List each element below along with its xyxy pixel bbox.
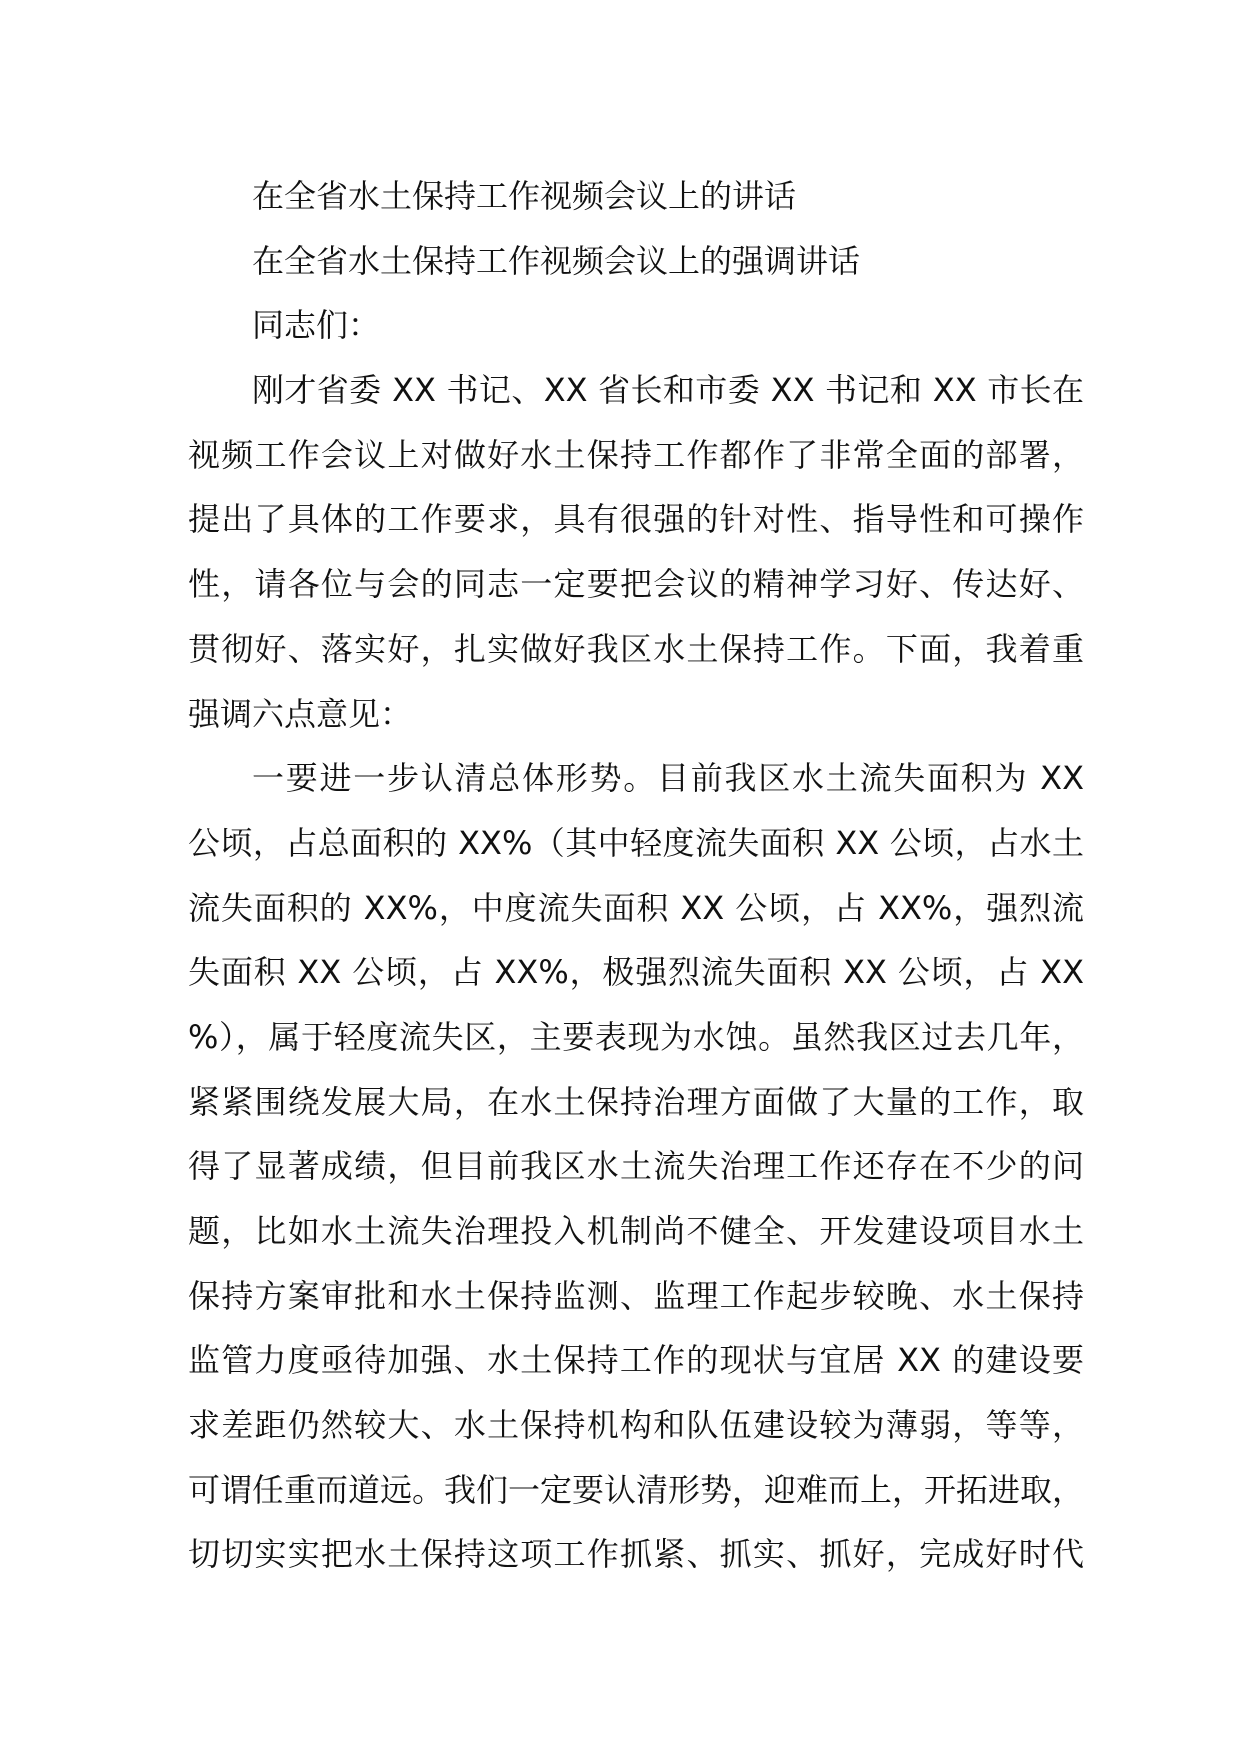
document-body [188,164,1084,1587]
paragraph-line: 题，比如水土流失治理投入机制尚不健全、开发建设项目水土 [188,1212,1084,1250]
paragraph-line: 失面积 XX 公顷，占 XX%，极强烈流失面积 XX 公顷，占 XX [188,953,1084,992]
paragraph-line: 可谓任重而道远。我们一定要认清形势，迎难而上，开拓进取， [188,1470,1085,1509]
paragraph-line: 得了显著成绩，但目前我区水土流失治理工作还存在不少的问 [188,1147,1084,1186]
salutation: 同志们： [252,306,381,345]
paragraph-line: 强调六点意见： [188,694,413,733]
paragraph-1 [188,358,1084,746]
paragraph-line: 保持方案审批和水土保持监测、监理工作起步较晚、水土保持 [188,1276,1084,1315]
paragraph-2 [188,746,1084,1587]
paragraph-line: %），属于轻度流失区，主要表现为水蚀。虽然我区过去几年， [188,1017,1084,1056]
paragraph-line: 紧紧围绕发展大局，在水土保持治理方面做了大量的工作，取 [188,1082,1084,1121]
paragraph-line: 一要进一步认清总体形势。目前我区水土流失面积为 XX [252,759,1084,798]
paragraph-line: 性，请各位与会的同志一定要把会议的精神学习好、传达好、 [188,565,1084,604]
paragraph-line: 求差距仍然较大、水土保持机构和队伍建设较为薄弱，等等， [188,1406,1084,1445]
paragraph-line: 监管力度亟待加强、水土保持工作的现状与宜居 XX 的建设要 [188,1341,1084,1380]
paragraph-line: 公顷，占总面积的 XX%（其中轻度流失面积 XX 公顷，占水土 [188,823,1084,862]
paragraph-line: 提出了具体的工作要求，具有很强的针对性、指导性和可操作 [188,500,1084,539]
paragraph-line: 切切实实把水土保持这项工作抓紧、抓实、抓好，完成好时代 [188,1535,1084,1574]
paragraph-line: 视频工作会议上对做好水土保持工作都作了非常全面的部署， [188,435,1084,474]
document-subtitle: 在全省水土保持工作视频会议上的强调讲话 [252,241,861,280]
paragraph-line: 刚才省委 XX 书记、XX 省长和市委 XX 书记和 XX 市长在 [252,371,1084,410]
document-title: 在全省水土保持工作视频会议上的讲话 [252,177,797,215]
paragraph-line: 流失面积的 XX%，中度流失面积 XX 公顷，占 XX%，强烈流 [188,888,1084,927]
paragraph-line: 贯彻好、落实好，扎实做好我区水土保持工作。下面，我着重 [188,629,1084,668]
